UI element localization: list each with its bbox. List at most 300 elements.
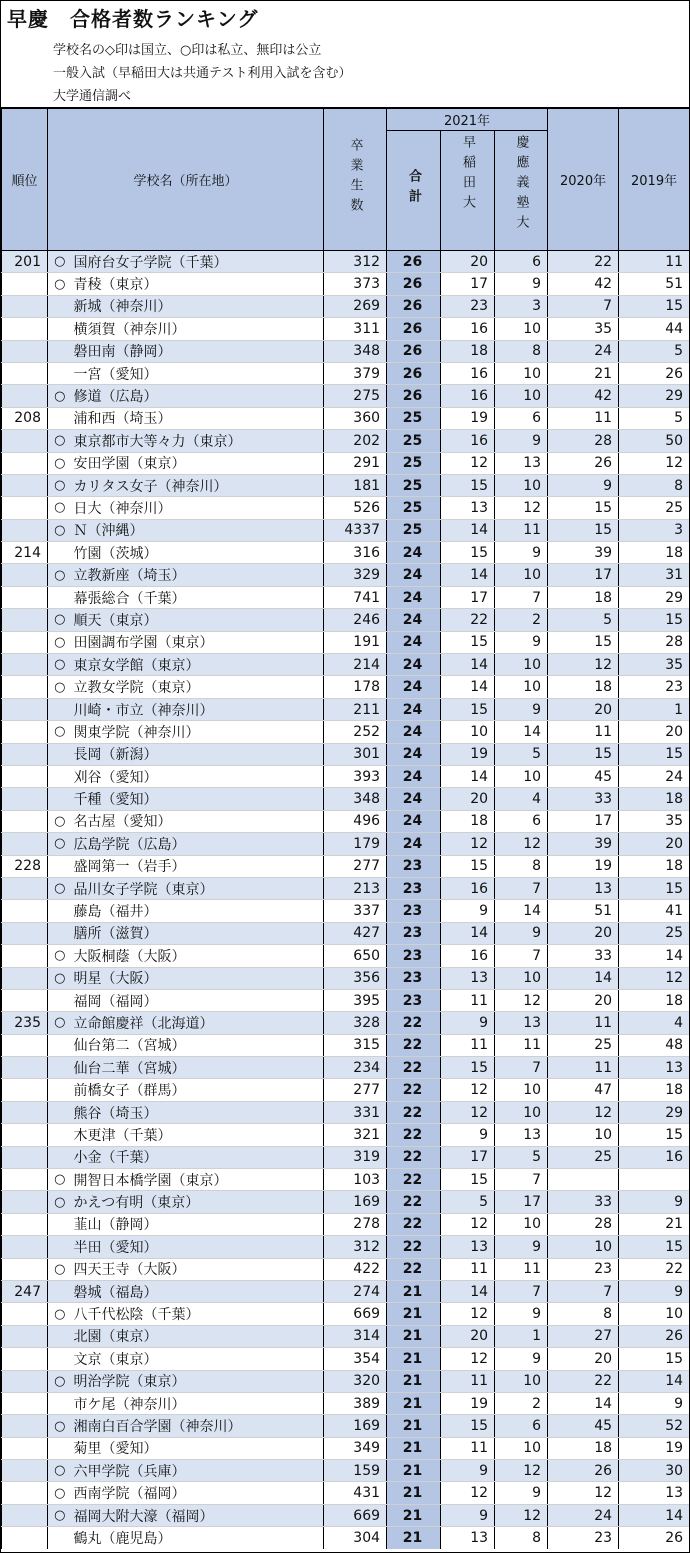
keio-passers: 10 — [495, 1213, 548, 1235]
graduates-count: 179 — [324, 833, 387, 855]
total-passers: 21 — [387, 1392, 441, 1414]
waseda-passers: 9 — [441, 900, 495, 922]
table-row — [2, 1213, 690, 1235]
rank-cell: 201 — [2, 251, 48, 273]
type-mark — [48, 1124, 72, 1146]
graduates-count: 202 — [324, 430, 387, 452]
rank-cell — [2, 631, 48, 653]
keio-passers: 10 — [495, 362, 548, 384]
waseda-passers: 12 — [441, 1348, 495, 1370]
total-passers: 21 — [387, 1460, 441, 1482]
passers-2019: 29 — [619, 1101, 690, 1123]
waseda-passers: 13 — [441, 1236, 495, 1258]
type-mark — [48, 1527, 72, 1549]
school-name: 膳所（滋賀） — [72, 922, 324, 944]
total-passers: 23 — [387, 989, 441, 1011]
type-mark — [48, 989, 72, 1011]
school-name: 日大（神奈川） — [72, 497, 324, 519]
total-passers: 24 — [387, 542, 441, 564]
graduates-count: 301 — [324, 743, 387, 765]
graduates-count: 274 — [324, 1280, 387, 1302]
graduates-count: 379 — [324, 362, 387, 384]
passers-2020: 22 — [548, 1370, 619, 1392]
table-row — [2, 810, 690, 832]
passers-2020 — [548, 1169, 619, 1191]
school-name: 品川女子学院（東京） — [72, 877, 324, 899]
type-mark — [48, 1057, 72, 1079]
keio-passers: 7 — [495, 1169, 548, 1191]
type-mark: ○ — [48, 497, 72, 519]
graduates-count: 252 — [324, 721, 387, 743]
total-passers: 26 — [387, 295, 441, 317]
table-row — [2, 1101, 690, 1123]
keio-passers: 12 — [495, 497, 548, 519]
rank-cell: 214 — [2, 542, 48, 564]
school-name: 湘南白百合学園（神奈川） — [72, 1415, 324, 1437]
keio-passers: 8 — [495, 1527, 548, 1549]
type-mark — [48, 788, 72, 810]
table-row — [2, 362, 690, 384]
graduates-count: 103 — [324, 1169, 387, 1191]
waseda-passers: 12 — [441, 1303, 495, 1325]
passers-2019: 35 — [619, 810, 690, 832]
passers-2020: 28 — [548, 1213, 619, 1235]
table-row — [2, 721, 690, 743]
total-passers: 24 — [387, 788, 441, 810]
waseda-passers: 14 — [441, 922, 495, 944]
graduates-count: 389 — [324, 1392, 387, 1414]
passers-2020: 24 — [548, 340, 619, 362]
table-row — [2, 318, 690, 340]
waseda-passers: 11 — [441, 1437, 495, 1459]
total-passers: 21 — [387, 1437, 441, 1459]
keio-passers: 14 — [495, 900, 548, 922]
passers-2019: 29 — [619, 586, 690, 608]
keio-passers: 11 — [495, 519, 548, 541]
waseda-passers: 18 — [441, 810, 495, 832]
type-mark: ○ — [48, 385, 72, 407]
type-mark: ○ — [48, 967, 72, 989]
waseda-passers: 16 — [441, 362, 495, 384]
rank-cell — [2, 721, 48, 743]
passers-2019: 11 — [619, 251, 690, 273]
passers-2019: 20 — [619, 833, 690, 855]
total-passers: 23 — [387, 945, 441, 967]
col-total-header — [387, 131, 441, 251]
school-name: 六甲学院（兵庫） — [72, 1460, 324, 1482]
passers-2020: 42 — [548, 385, 619, 407]
graduates-count: 741 — [324, 586, 387, 608]
passers-2019: 29 — [619, 385, 690, 407]
type-mark: ○ — [48, 877, 72, 899]
waseda-passers: 12 — [441, 1101, 495, 1123]
waseda-passers: 11 — [441, 1370, 495, 1392]
passers-2019: 15 — [619, 743, 690, 765]
school-name: 名古屋（愛知） — [72, 810, 324, 832]
graduates-count: 269 — [324, 295, 387, 317]
graduates-count: 349 — [324, 1437, 387, 1459]
passers-2019: 15 — [619, 1348, 690, 1370]
table-row — [2, 1012, 690, 1034]
total-passers: 21 — [387, 1303, 441, 1325]
rank-cell — [2, 1437, 48, 1459]
school-name: 東京都市大等々力（東京） — [72, 430, 324, 452]
type-mark — [48, 1146, 72, 1168]
total-passers: 24 — [387, 698, 441, 720]
keio-passers: 7 — [495, 586, 548, 608]
keio-passers: 10 — [495, 474, 548, 496]
total-passers: 24 — [387, 609, 441, 631]
passers-2020: 23 — [548, 1527, 619, 1549]
total-passers: 22 — [387, 1012, 441, 1034]
keio-passers: 10 — [495, 385, 548, 407]
type-mark: ○ — [48, 676, 72, 698]
keio-passers: 10 — [495, 318, 548, 340]
waseda-passers: 15 — [441, 542, 495, 564]
passers-2020: 20 — [548, 922, 619, 944]
type-mark — [48, 318, 72, 340]
passers-2019: 30 — [619, 1460, 690, 1482]
total-passers: 22 — [387, 1191, 441, 1213]
table-row — [2, 1146, 690, 1168]
keio-passers: 9 — [495, 1348, 548, 1370]
total-passers: 22 — [387, 1146, 441, 1168]
school-name: 半田（愛知） — [72, 1236, 324, 1258]
passers-2019: 50 — [619, 430, 690, 452]
table-row — [2, 1504, 690, 1526]
graduates-count: 328 — [324, 1012, 387, 1034]
graduates-count: 291 — [324, 452, 387, 474]
graduates-count: 393 — [324, 765, 387, 787]
school-name: 千種（愛知） — [72, 788, 324, 810]
rank-cell — [2, 385, 48, 407]
type-mark: ○ — [48, 1258, 72, 1280]
rank-cell — [2, 1034, 48, 1056]
rank-cell — [2, 743, 48, 765]
school-name: 仙台第二（宮城） — [72, 1034, 324, 1056]
passers-2019: 35 — [619, 654, 690, 676]
rank-cell — [2, 810, 48, 832]
table-row — [2, 474, 690, 496]
type-mark: ○ — [48, 430, 72, 452]
type-mark — [48, 1348, 72, 1370]
type-mark: ○ — [48, 631, 72, 653]
total-passers: 23 — [387, 922, 441, 944]
passers-2019: 15 — [619, 1236, 690, 1258]
table-row — [2, 1303, 690, 1325]
keio-passers: 14 — [495, 721, 548, 743]
col-2020-header: 2020年 — [548, 109, 619, 251]
passers-2019: 1 — [619, 698, 690, 720]
school-name: 安田学園（東京） — [72, 452, 324, 474]
keio-passers: 12 — [495, 1460, 548, 1482]
rank-cell — [2, 1392, 48, 1414]
passers-2019: 5 — [619, 340, 690, 362]
waseda-passers: 12 — [441, 1482, 495, 1504]
rank-cell — [2, 1303, 48, 1325]
rank-cell — [2, 1236, 48, 1258]
total-passers: 22 — [387, 1124, 441, 1146]
graduates-count: 431 — [324, 1482, 387, 1504]
passers-2020: 7 — [548, 295, 619, 317]
table-row — [2, 922, 690, 944]
table-row — [2, 430, 690, 452]
keio-passers: 3 — [495, 295, 548, 317]
total-passers: 23 — [387, 855, 441, 877]
passers-2019: 12 — [619, 452, 690, 474]
passers-2020: 39 — [548, 833, 619, 855]
passers-2020: 42 — [548, 273, 619, 295]
keio-passers: 7 — [495, 945, 548, 967]
passers-2019: 44 — [619, 318, 690, 340]
keio-passers: 7 — [495, 1057, 548, 1079]
total-passers: 24 — [387, 586, 441, 608]
waseda-passers: 14 — [441, 676, 495, 698]
passers-2020: 20 — [548, 698, 619, 720]
rank-cell — [2, 1325, 48, 1347]
page-title: 早慶 合格者数ランキング — [7, 7, 259, 31]
type-mark: ○ — [48, 1370, 72, 1392]
total-passers: 24 — [387, 833, 441, 855]
total-passers: 21 — [387, 1504, 441, 1526]
rank-cell — [2, 654, 48, 676]
keio-passers: 6 — [495, 810, 548, 832]
table-row — [2, 564, 690, 586]
passers-2020: 17 — [548, 564, 619, 586]
passers-2019: 15 — [619, 295, 690, 317]
table-row — [2, 654, 690, 676]
passers-2020: 11 — [548, 407, 619, 429]
keio-passers: 8 — [495, 340, 548, 362]
school-name: 明星（大阪） — [72, 967, 324, 989]
passers-2020: 13 — [548, 877, 619, 899]
keio-passers: 9 — [495, 631, 548, 653]
table-row — [2, 765, 690, 787]
keio-passers: 10 — [495, 1079, 548, 1101]
passers-2019: 19 — [619, 1437, 690, 1459]
passers-2020: 22 — [548, 251, 619, 273]
waseda-passers: 13 — [441, 497, 495, 519]
graduates-count: 356 — [324, 967, 387, 989]
rank-cell — [2, 1169, 48, 1191]
school-name: 木更津（千葉） — [72, 1124, 324, 1146]
graduates-count: 159 — [324, 1460, 387, 1482]
passers-2020: 45 — [548, 1415, 619, 1437]
school-name: 市ケ尾（神奈川） — [72, 1392, 324, 1414]
keio-passers: 2 — [495, 609, 548, 631]
type-mark — [48, 1101, 72, 1123]
waseda-label: 早稲田大 — [460, 135, 476, 215]
type-mark — [48, 1437, 72, 1459]
graduates-count: 4337 — [324, 519, 387, 541]
passers-2020: 20 — [548, 1348, 619, 1370]
type-mark — [48, 743, 72, 765]
waseda-passers: 16 — [441, 430, 495, 452]
total-passers: 23 — [387, 877, 441, 899]
keio-passers: 5 — [495, 1146, 548, 1168]
school-name: 藤島（福井） — [72, 900, 324, 922]
graduates-count: 354 — [324, 1348, 387, 1370]
school-name: 磐城（福島） — [72, 1280, 324, 1302]
passers-2019: 9 — [619, 1280, 690, 1302]
table-row — [2, 1437, 690, 1459]
keio-passers: 10 — [495, 765, 548, 787]
passers-2020: 15 — [548, 497, 619, 519]
school-name: 立教新座（埼玉） — [72, 564, 324, 586]
passers-2019: 18 — [619, 855, 690, 877]
graduates-count: 669 — [324, 1303, 387, 1325]
graduates-count: 331 — [324, 1101, 387, 1123]
graduates-count: 277 — [324, 1079, 387, 1101]
graduates-count: 348 — [324, 788, 387, 810]
passers-2020: 12 — [548, 654, 619, 676]
passers-2019: 14 — [619, 1370, 690, 1392]
source-note: 大学通信調べ — [53, 89, 132, 104]
passers-2019: 51 — [619, 273, 690, 295]
graduates-count: 321 — [324, 1124, 387, 1146]
rank-cell — [2, 452, 48, 474]
table-row — [2, 1079, 690, 1101]
table-row — [2, 989, 690, 1011]
rank-cell — [2, 900, 48, 922]
table-row — [2, 1482, 690, 1504]
waseda-passers: 11 — [441, 989, 495, 1011]
waseda-passers: 19 — [441, 1392, 495, 1414]
graduates-label: 卒業生数 — [347, 137, 363, 218]
passers-2019: 18 — [619, 989, 690, 1011]
type-mark: ○ — [48, 564, 72, 586]
school-name: 仙台二華（宮城） — [72, 1057, 324, 1079]
keio-passers: 9 — [495, 698, 548, 720]
table-row — [2, 340, 690, 362]
school-name: 前橋女子（群馬） — [72, 1079, 324, 1101]
graduates-count: 214 — [324, 654, 387, 676]
passers-2019 — [619, 1169, 690, 1191]
waseda-passers: 14 — [441, 765, 495, 787]
passers-2019: 24 — [619, 765, 690, 787]
keio-passers: 12 — [495, 833, 548, 855]
table-row — [2, 519, 690, 541]
passers-2019: 48 — [619, 1034, 690, 1056]
graduates-count: 211 — [324, 698, 387, 720]
passers-2020: 33 — [548, 945, 619, 967]
table-row — [2, 788, 690, 810]
type-mark — [48, 295, 72, 317]
rank-cell — [2, 586, 48, 608]
passers-2020: 11 — [548, 1057, 619, 1079]
waseda-passers: 13 — [441, 1527, 495, 1549]
waseda-passers: 9 — [441, 1124, 495, 1146]
school-name: 北園（東京） — [72, 1325, 324, 1347]
type-mark — [48, 362, 72, 384]
table-row — [2, 676, 690, 698]
type-mark — [48, 1213, 72, 1235]
total-passers: 24 — [387, 564, 441, 586]
school-name: 西南学院（福岡） — [72, 1482, 324, 1504]
type-mark — [48, 407, 72, 429]
table-row — [2, 1348, 690, 1370]
total-passers: 22 — [387, 1258, 441, 1280]
graduates-count: 169 — [324, 1191, 387, 1213]
total-passers: 24 — [387, 721, 441, 743]
passers-2019: 15 — [619, 877, 690, 899]
school-name: 浦和西（埼玉） — [72, 407, 324, 429]
school-name: 順天（東京） — [72, 609, 324, 631]
passers-2020: 28 — [548, 430, 619, 452]
rank-cell — [2, 833, 48, 855]
waseda-passers: 16 — [441, 318, 495, 340]
type-mark: ○ — [48, 609, 72, 631]
graduates-count: 277 — [324, 855, 387, 877]
header-block — [1, 1, 689, 108]
table-row — [2, 945, 690, 967]
keio-passers: 6 — [495, 407, 548, 429]
keio-passers: 9 — [495, 1303, 548, 1325]
passers-2020: 15 — [548, 631, 619, 653]
rank-cell — [2, 1079, 48, 1101]
school-name: 大阪桐蔭（大阪） — [72, 945, 324, 967]
rank-cell: 228 — [2, 855, 48, 877]
keio-passers: 6 — [495, 251, 548, 273]
type-mark: ○ — [48, 1460, 72, 1482]
total-passers: 25 — [387, 407, 441, 429]
table-row — [2, 385, 690, 407]
type-mark: ○ — [48, 273, 72, 295]
graduates-count: 304 — [324, 1527, 387, 1549]
passers-2020: 15 — [548, 743, 619, 765]
table-row — [2, 609, 690, 631]
passers-2019: 23 — [619, 676, 690, 698]
total-passers: 21 — [387, 1527, 441, 1549]
passers-2020: 47 — [548, 1079, 619, 1101]
passers-2019: 14 — [619, 1504, 690, 1526]
graduates-count: 181 — [324, 474, 387, 496]
rank-cell — [2, 967, 48, 989]
graduates-count: 348 — [324, 340, 387, 362]
table-row — [2, 1169, 690, 1191]
type-mark — [48, 542, 72, 564]
graduates-count: 422 — [324, 1258, 387, 1280]
keio-passers: 7 — [495, 877, 548, 899]
type-mark — [48, 765, 72, 787]
type-mark — [48, 698, 72, 720]
graduates-count: 329 — [324, 564, 387, 586]
waseda-passers: 23 — [441, 295, 495, 317]
school-name: 修道（広島） — [72, 385, 324, 407]
keio-passers: 17 — [495, 1191, 548, 1213]
type-mark — [48, 1392, 72, 1414]
passers-2020: 45 — [548, 765, 619, 787]
graduates-count: 314 — [324, 1325, 387, 1347]
type-mark: ○ — [48, 810, 72, 832]
total-passers: 26 — [387, 318, 441, 340]
rank-cell — [2, 1057, 48, 1079]
passers-2020: 20 — [548, 989, 619, 1011]
graduates-count: 360 — [324, 407, 387, 429]
school-name: 立教女学院（東京） — [72, 676, 324, 698]
rank-cell — [2, 1370, 48, 1392]
graduates-count: 246 — [324, 609, 387, 631]
waseda-passers: 15 — [441, 1415, 495, 1437]
type-mark: ○ — [48, 833, 72, 855]
table-row — [2, 452, 690, 474]
passers-2020: 5 — [548, 609, 619, 631]
passers-2020: 25 — [548, 1034, 619, 1056]
waseda-passers: 17 — [441, 586, 495, 608]
waseda-passers: 15 — [441, 1169, 495, 1191]
total-passers: 22 — [387, 1213, 441, 1235]
rank-cell — [2, 1415, 48, 1437]
